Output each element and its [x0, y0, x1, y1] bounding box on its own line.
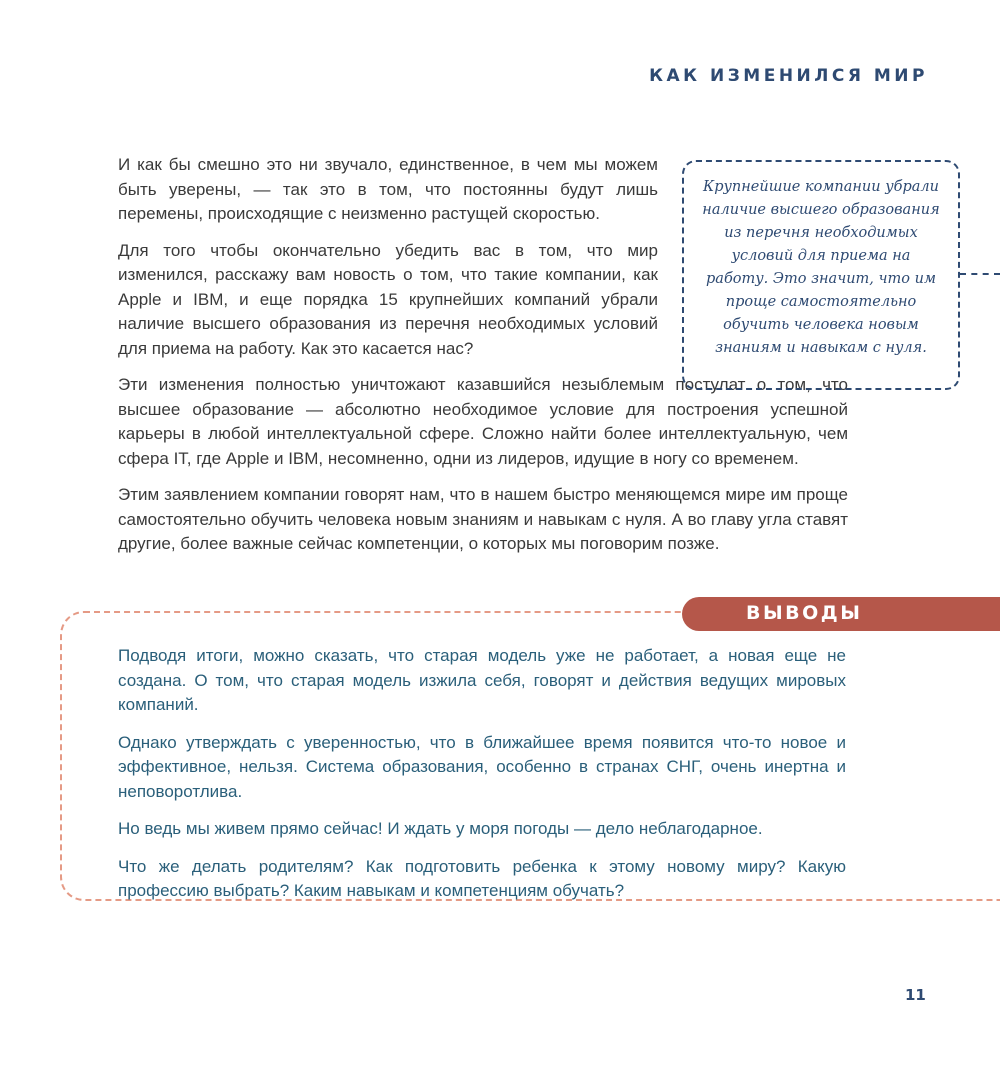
main-paragraph-4: Этим заявлением компании говорят нам, что в нашем быстро меняющемся мире им проще самостоятельно обучить человека новым знаниям и навыкам с нуля. А во главу угла ставят другие, более важные сейчас компетенции, о которых мы поговорим позже. — [118, 485, 848, 553]
sidebar-note-text: Крупнейшие компании убрали наличие высшего образования из перечня необходимых условий для приема на работу. Это значит, что им проще самостоятельно обучить человека новым знаниям и навыкам с нуля. — [702, 179, 940, 356]
page-number: 11 — [905, 986, 926, 1004]
summary-tab — [682, 597, 1000, 631]
summary-title: ВЫВОДЫ — [746, 602, 863, 624]
main-paragraph-2: Для того чтобы окончательно убедить вас в том, что мир изменился, расскажу вам новость о том, что такие компании, как Apple и IBM, и еще порядка 15 крупнейших компаний убрали наличие высшего образования из перечня необходимых условий для приема на работу. Как это касается нас? — [118, 240, 658, 358]
sidebar-note — [682, 160, 960, 390]
sidebar-connector-line — [960, 273, 1000, 275]
section-title: КАК ИЗМЕНИЛСЯ МИР — [649, 66, 928, 86]
summary-text — [118, 644, 846, 917]
summary-paragraph-1: Подводя итоги, можно сказать, что старая модель уже не работает, а новая еще не создана. О том, что старая модель изжила себя, говорят и действия ведущих мировых компаний. — [118, 646, 846, 714]
main-paragraph-1: И как бы смешно это ни звучало, единственное, в чем мы можем быть уверены, — так это в том, что постоянны будут лишь перемены, происходящие с неизменно растущей скоростью. — [118, 155, 658, 223]
narrow-column — [118, 153, 658, 361]
summary-paragraph-2: Однако утверждать с уверенностью, что в ближайшее время появится что-то новое и эффективное, нельзя. Система образования, особенно в странах СНГ, очень инертна и неповоротлива. — [118, 732, 846, 801]
main-paragraph-3: Эти изменения полностью уничтожают казавшийся незыблемым постулат о том, что высшее образование — абсолютно необходимое условие для построения успешной карьеры в любой интеллектуальной сфере. Сложно найти более интеллектуальную, чем сфера IT, где Apple и IBM, несомненно, одни из лидеров, идущие в ногу со временем. — [118, 375, 848, 468]
summary-paragraph-4: Что же делать родителям? Как подготовить ребенка к этому новому миру? Какую профессию выбрать? Каким навыкам и компетенциям обучать? — [118, 856, 846, 900]
summary-paragraph-3: Но ведь мы живем прямо сейчас! И ждать у моря погоды — дело неблагодарное. — [118, 819, 763, 838]
